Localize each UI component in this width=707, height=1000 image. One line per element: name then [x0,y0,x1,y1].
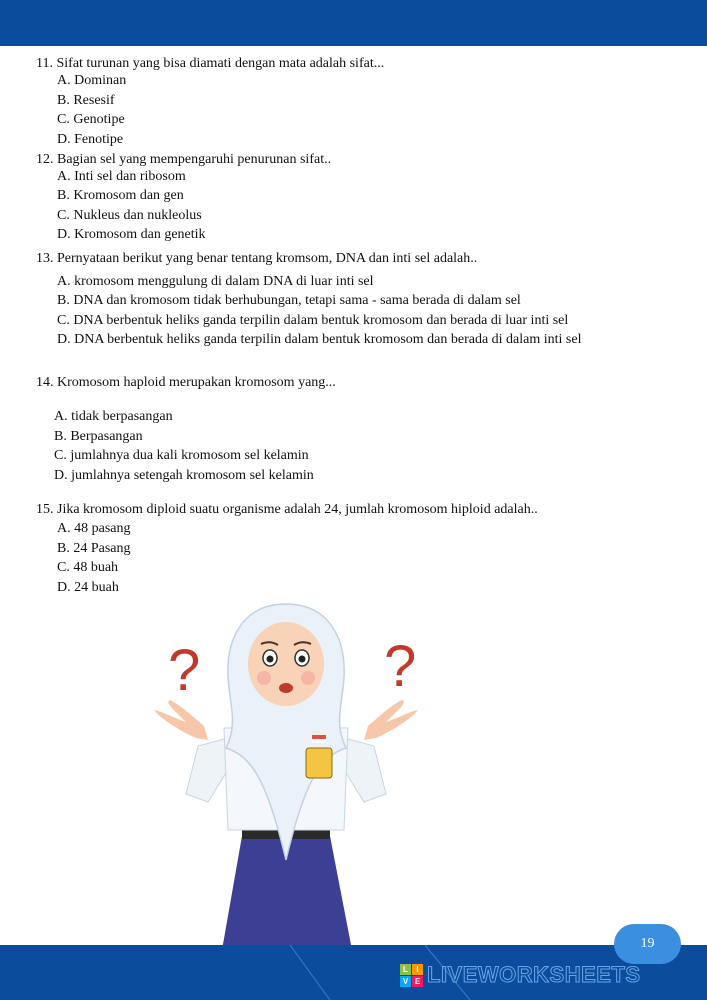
confused-student-illustration [130,598,450,950]
question-13: 13. Pernyataan berikut yang benar tentang kromsom, DNA dan inti sel adalah.. [36,251,478,266]
school-badge [306,748,332,778]
question-15: 15. Jika kromosom diploid suatu organisme adalah 24, jumlah kromosom hiploid adalah.. [36,502,538,517]
q12-option-a[interactable]: A. Inti sel dan ribosom [57,169,186,184]
q13-option-b[interactable]: B. DNA dan kromosom tidak berhubungan, tetapi sama - sama berada di dalam sel [57,293,521,308]
question-mark-right: ? [384,634,417,699]
q14-option-b[interactable]: B. Berpasangan [54,429,143,444]
q11-option-b[interactable]: B. Resesif [57,93,115,108]
q12-option-d[interactable]: D. Kromosom dan genetik [57,227,206,242]
q11-option-d[interactable]: D. Fenotipe [57,132,124,147]
liveworksheets-logo-text: LIVEWORKSHEETS [427,962,641,987]
left-hand [154,700,208,740]
question-12: 12. Bagian sel yang mempengaruhi penurunan sifat.. [36,152,332,167]
q12-option-b[interactable]: B. Kromosom dan gen [57,188,184,203]
q15-option-c[interactable]: C. 48 buah [57,560,119,575]
header-bar [0,0,707,46]
q15-option-b[interactable]: B. 24 Pasang [57,541,131,556]
question-mark-left: ? [168,638,201,703]
liveworksheets-logo [400,962,641,988]
q13-option-a[interactable]: A. kromosom menggulung di dalam DNA di luar inti sel [57,274,374,289]
right-hand [364,700,418,740]
q15-option-d[interactable]: D. 24 buah [57,580,119,595]
q13-option-c[interactable]: C. DNA berbentuk heliks ganda terpilin dalam bentuk kromosom dan berada di luar inti sel [57,313,569,328]
q15-option-a[interactable]: A. 48 pasang [57,521,131,536]
q12-option-c[interactable]: C. Nukleus dan nukleolus [57,208,202,223]
q14-option-a[interactable]: A. tidak berpasangan [54,409,173,424]
face [248,622,324,706]
question-14: 14. Kromosom haploid merupakan kromosom yang... [36,375,336,390]
q14-option-d[interactable]: D. jumlahnya setengah kromosom sel kelamin [54,468,314,483]
liveworksheets-logo-icon: L I V E [400,964,423,987]
q11-option-c[interactable]: C. Genotipe [57,112,125,127]
q13-option-d[interactable]: D. DNA berbentuk heliks ganda terpilin dalam bentuk kromosom dan berada di dalam inti sel [57,332,582,347]
question-11: 11. Sifat turunan yang bisa diamati dengan mata adalah sifat... [36,56,385,71]
page-number-badge: 19 [614,924,681,964]
q14-option-c[interactable]: C. jumlahnya dua kali kromosom sel kelamin [54,448,309,463]
q11-option-a[interactable]: A. Dominan [57,73,127,88]
